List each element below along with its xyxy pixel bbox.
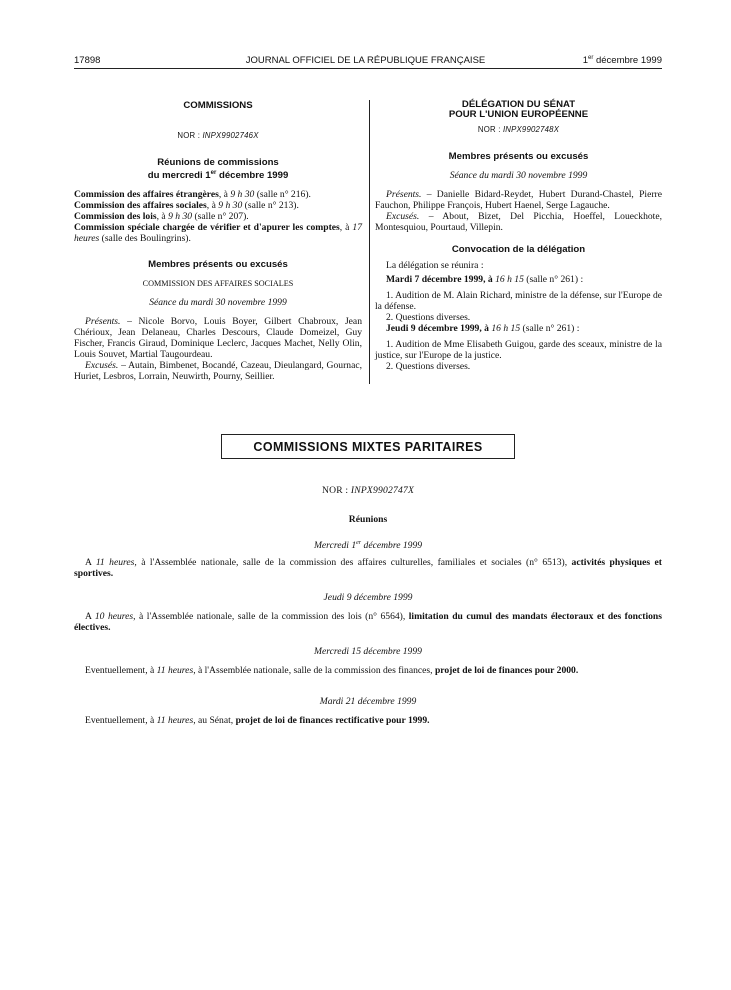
presents-label: Présents. — [85, 316, 121, 328]
convocation-intro: La délégation se réunira : — [386, 260, 484, 271]
meeting-time: 16 h 15 — [495, 274, 524, 285]
nor-label: NOR : — [477, 125, 503, 134]
cmp-date-2: Jeudi 9 décembre 1999 — [323, 592, 413, 603]
presents-paragraph-right — [375, 189, 662, 211]
excuses-label: Excusés. — [386, 211, 420, 222]
meeting-time: 16 h 15 — [491, 323, 521, 334]
meeting-room: (salle n° 261) : — [523, 274, 584, 285]
nor-code: INPX9902747X — [350, 485, 415, 496]
cmp-entry-3-time: 11 heures — [156, 665, 194, 676]
cmp-entry-2-subject: limitation du cumul des mandats électoraux et des fonctions électives. — [74, 611, 662, 633]
commission-list — [74, 189, 362, 244]
cmp-date-1 — [74, 538, 662, 551]
commission-time: 9 h 30 — [168, 211, 193, 223]
presents-paragraph-left — [74, 316, 362, 360]
cmp-title: COMMISSIONS MIXTES PARITAIRES — [253, 439, 483, 454]
cmp-date-1-sup: er — [356, 540, 362, 546]
commission-name: Commission des affaires étrangères — [74, 189, 219, 201]
excuses-text: – About, Bizet, Del Picchia, Hoeffel, Loueckhote, Montesquiou, Pourtaud, Villepin. — [375, 211, 662, 233]
commission-name: Commission spéciale chargée de vérifier et d'apurer les comptes — [74, 222, 340, 234]
right-column — [375, 100, 662, 372]
reunions-heading-line1: Réunions de commissions — [157, 157, 279, 168]
commission-room: (salle n° 216). — [254, 189, 311, 201]
nor-reference-cmp — [74, 485, 662, 496]
cmp-title-box — [221, 434, 515, 459]
cmp-entry-1-time: 11 heures — [95, 557, 135, 568]
presents-text: – Danielle Bidard-Reydet, Hubert Durand-Chastel, Pierre Fauchon, Philippe François, Hubert Haenel, Serge Lagauche. — [375, 189, 662, 211]
header-rule — [74, 68, 662, 69]
nor-code: INPX9902748X — [502, 125, 560, 134]
agenda-item: 1. Audition de Mme Elisabeth Guigou, garde des sceaux, ministre de la justice, sur l'Europe de la justice. — [375, 339, 662, 361]
header-date — [583, 55, 662, 66]
commission-sep: , à — [218, 189, 231, 201]
header-date-day: 1 — [582, 55, 588, 67]
reunions-heading-line2-a: du mercredi 1 — [147, 170, 211, 182]
journal-title: JOURNAL OFFICIEL DE LA RÉPUBLIQUE FRANÇAISE — [245, 55, 486, 66]
meeting-day: Jeudi 9 décembre 1999, à — [386, 323, 492, 334]
cmp-entry-1 — [74, 557, 662, 579]
seance-date-left: Séance du mardi 30 novembre 1999 — [149, 297, 287, 309]
cmp-entry-2-b: , à l'Assemblée nationale, salle de la commission des lois (n° 6564), — [133, 611, 409, 622]
nor-reference-right — [375, 124, 662, 135]
commission-room: (salle n° 213). — [242, 200, 299, 212]
cmp-entry-1-subject: activités physiques et sportives. — [74, 557, 662, 579]
nor-code: INPX9902746X — [202, 131, 259, 140]
excuses-label: Excusés. — [85, 360, 119, 372]
presents-label: Présents. — [386, 189, 422, 200]
commissions-heading: COMMISSIONS — [183, 100, 253, 111]
delegation-heading — [375, 100, 662, 120]
cmp-date-1-b: décembre 1999 — [361, 540, 423, 552]
cmp-entry-3 — [74, 665, 662, 676]
cmp-entry-1-a: A — [85, 557, 96, 568]
presents-text: – Nicole Borvo, Louis Boyer, Gilbert Chabroux, Jean Chérioux, Jean Delaneau, Charles Descours, Claude Domeizel, Guy Fischer, Francis Giraud, Dominique Leclerc, Jacques Machet, Nelly Olin, Louis Souvet, Martial Taugourdeau. — [74, 316, 362, 361]
header-date-sup: er — [587, 55, 594, 61]
cmp-entry-4-a: Eventuellement, à — [85, 715, 157, 726]
reunions-title: Réunions — [348, 514, 388, 525]
cmp-entry-3-a: Eventuellement, à — [85, 665, 157, 676]
commission-sep: , à — [156, 211, 169, 223]
cmp-entry-2-time: 10 heures — [94, 611, 134, 622]
header-date-rest: décembre 1999 — [593, 55, 662, 67]
cmp-date-4: Mardi 21 décembre 1999 — [319, 696, 417, 707]
cmp-entry-4-subject: projet de loi de finances rectificative pour 1999. — [235, 715, 430, 726]
cmp-date-1-a: Mercredi 1 — [313, 540, 357, 552]
page-number: 17898 — [74, 55, 101, 66]
cmp-entry-4-b: , au Sénat, — [193, 715, 236, 726]
cmp-entry-4-time: 11 heures — [156, 715, 194, 726]
commission-item — [74, 200, 362, 211]
commission-item — [74, 211, 362, 222]
left-column — [74, 100, 362, 382]
meeting-date-line — [375, 274, 662, 285]
nor-label: NOR : — [321, 485, 351, 496]
meeting-day: Mardi 7 décembre 1999, à — [386, 274, 496, 285]
seance-date-right: Séance du mardi 30 novembre 1999 — [449, 170, 588, 181]
commission-time: 9 h 30 — [230, 189, 255, 201]
cmp-entry-4 — [74, 715, 662, 726]
agenda-item: 2. Questions diverses. — [386, 361, 471, 372]
cmp-date-3: Mercredi 15 décembre 1999 — [314, 646, 422, 657]
cmp-entry-1-b: , à l'Assemblée nationale, salle de la commission des affaires culturelles, familiales et sociales (n° 6513), — [134, 557, 572, 568]
agenda-item: 2. Questions diverses. — [386, 312, 471, 323]
meeting-date-line — [375, 323, 662, 334]
reunions-heading-line2-b: décembre 1999 — [216, 170, 289, 182]
delegation-heading-line1: DÉLÉGATION DU SÉNAT — [461, 99, 576, 110]
commission-name: Commission des lois — [74, 211, 157, 223]
delegation-heading-line2: POUR L'UNION EUROPÉENNE — [448, 109, 589, 120]
reunions-heading — [74, 158, 362, 181]
commission-item — [74, 189, 362, 200]
excuses-text: – Autain, Bimbenet, Bocandé, Cazeau, Dieulangard, Gournac, Huriet, Lesbros, Lorrain, Neuwirth, Pourny, Seillier. — [74, 360, 362, 383]
excuses-paragraph-left — [74, 360, 362, 382]
reunions-heading-line2 — [74, 168, 362, 181]
commission-affaires-sociales: COMMISSION DES AFFAIRES SOCIALES — [142, 279, 294, 289]
meeting-room: (salle n° 261) : — [520, 323, 580, 334]
commission-room: (salle n° 207). — [192, 211, 249, 223]
cmp-entry-2 — [74, 611, 662, 633]
cmp-entry-3-subject: projet de loi de finances pour 2000. — [434, 665, 579, 676]
column-divider — [369, 100, 370, 384]
commission-item — [74, 222, 362, 244]
members-heading-left: Membres présents ou excusés — [148, 259, 288, 271]
reunions-heading-sup: er — [210, 170, 217, 176]
commission-sep: , à — [206, 200, 219, 212]
commission-time: 9 h 30 — [218, 200, 243, 212]
excuses-paragraph-right — [375, 211, 662, 233]
nor-label: NOR : — [177, 131, 203, 140]
agenda-item: 1. Audition de M. Alain Richard, ministre de la défense, sur l'Europe de la défense. — [375, 290, 662, 312]
members-heading-right: Membres présents ou excusés — [448, 151, 589, 162]
commission-room: (salle des Boulingrins). — [99, 233, 191, 245]
commission-name: Commission des affaires sociales — [74, 200, 207, 212]
commission-time: 17 heures — [74, 222, 362, 245]
cmp-entry-3-b: , à l'Assemblée nationale, salle de la commission des finances, — [193, 665, 435, 676]
commission-sep: , à — [339, 222, 353, 234]
nor-reference-left — [74, 130, 362, 141]
convocation-heading: Convocation de la délégation — [451, 244, 586, 255]
cmp-entry-2-a: A — [85, 611, 95, 622]
